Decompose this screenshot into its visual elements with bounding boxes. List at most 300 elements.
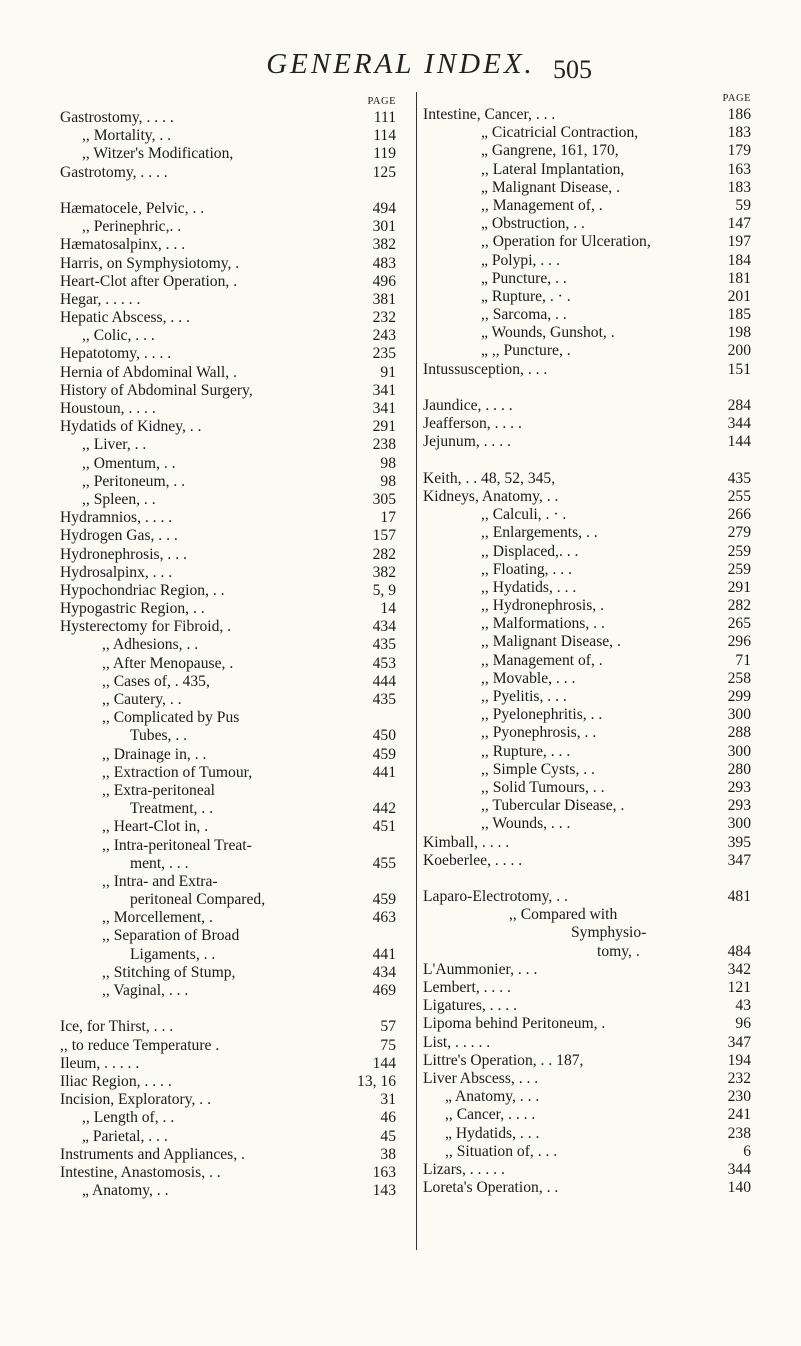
entry-text: ,, Perinephric,. . xyxy=(82,218,182,236)
entry-text: ,, Solid Tumours, . . xyxy=(481,778,605,796)
entry-text: Heart-Clot after Operation, . xyxy=(60,272,238,290)
entry-page: 453 xyxy=(372,654,396,672)
entry-page: 484 xyxy=(727,942,751,960)
entry-page: 238 xyxy=(727,1124,751,1142)
entry-text: Ligatures, . . . . xyxy=(423,997,517,1015)
entry-text: ,, Spleen, . . xyxy=(82,490,156,508)
entry-page: 119 xyxy=(373,145,396,163)
index-entry xyxy=(60,964,396,982)
index-entry xyxy=(423,779,751,797)
entry-text: „ ,, Puncture, . xyxy=(481,342,571,360)
entry-text: ,, Separation of Broad xyxy=(102,927,240,945)
entry-page: 243 xyxy=(372,327,396,345)
entry-page: 481 xyxy=(727,888,751,906)
entry-text: ,, Enlargements, . . xyxy=(481,524,598,542)
index-entry xyxy=(60,1128,396,1146)
index-entry xyxy=(60,200,396,218)
entry-text: „ Anatomy, . . xyxy=(82,1182,169,1200)
entry-text: ,, Witzer's Modification, xyxy=(82,145,234,163)
entry-page: 444 xyxy=(372,672,396,690)
entry-text: List, . . . . . xyxy=(423,1033,491,1051)
entry-page: 496 xyxy=(372,272,396,290)
index-entry xyxy=(423,1143,751,1161)
entry-page: 183 xyxy=(727,178,751,196)
index-entry xyxy=(423,633,751,651)
index-entry xyxy=(423,743,751,761)
index-entry xyxy=(423,215,751,233)
index-entry xyxy=(423,706,751,724)
index-entry xyxy=(423,924,751,942)
entry-page: 441 xyxy=(372,945,396,963)
index-entry xyxy=(60,636,396,654)
entry-page: 121 xyxy=(727,979,751,996)
entry-text: ,, Morcellement, . xyxy=(102,909,213,927)
index-entry xyxy=(423,906,751,924)
index-entry xyxy=(423,1015,751,1033)
index-entry xyxy=(60,382,396,400)
entry-page: 98 xyxy=(380,454,396,472)
entry-page: 230 xyxy=(727,1088,751,1106)
index-entry xyxy=(423,106,751,124)
entry-text: „ Gangrene, 161, 170, xyxy=(481,142,619,160)
index-entry xyxy=(60,691,396,709)
index-entry xyxy=(423,997,751,1015)
index-entry xyxy=(60,345,396,363)
index-entry xyxy=(423,961,751,979)
entry-page: 300 xyxy=(727,706,751,724)
entry-text: peritoneal Compared, xyxy=(130,891,266,909)
index-entry xyxy=(423,1088,751,1106)
entry-text: Hypochondriac Region, . . xyxy=(60,581,225,599)
entry-text: „ Rupture, . · . xyxy=(481,287,571,305)
entry-text: ,, Omentum, . . xyxy=(82,454,176,472)
entry-text: „ Hydatids, . . . xyxy=(445,1124,540,1142)
entry-page: 435 xyxy=(372,636,396,654)
index-entry xyxy=(60,1146,396,1164)
entry-text: Lembert, . . . . xyxy=(423,979,511,996)
entry-page: 265 xyxy=(727,615,751,633)
index-entry xyxy=(60,400,396,418)
index-entry xyxy=(423,142,751,160)
index-entry xyxy=(423,1052,751,1070)
entry-text: „ Obstruction, . . xyxy=(481,215,585,233)
index-entry xyxy=(423,597,751,615)
index-entry xyxy=(423,324,751,342)
entry-text: L'Aummonier, . . . xyxy=(423,960,538,978)
index-entry xyxy=(60,1055,396,1073)
entry-page: 395 xyxy=(727,833,751,851)
entry-text: Jeafferson, . . . . xyxy=(423,415,522,433)
entry-page: 45 xyxy=(380,1127,396,1145)
entry-text: ,, Simple Cysts, . . xyxy=(481,760,595,778)
index-entry xyxy=(423,488,751,506)
index-entry xyxy=(423,252,751,270)
index-entry xyxy=(60,527,396,545)
entry-page: 6 xyxy=(743,1142,751,1160)
entry-page: 31 xyxy=(380,1091,396,1109)
entry-text: Incision, Exploratory, . . xyxy=(60,1091,211,1109)
page-column-label: PAGE xyxy=(367,96,396,107)
index-entry xyxy=(423,834,751,852)
index-entry xyxy=(60,727,396,745)
entry-text: ,, Drainage in, . . xyxy=(102,745,207,763)
index-entry xyxy=(60,618,396,636)
index-entry xyxy=(60,982,396,1000)
index-entry xyxy=(60,1018,396,1036)
entry-page: 179 xyxy=(727,142,751,160)
entry-text: ,, Complicated by Pus xyxy=(102,709,240,727)
entry-page: 451 xyxy=(372,818,396,836)
index-entry xyxy=(423,197,751,215)
entry-text: ,, Pyonephrosis, . . xyxy=(481,724,597,742)
entry-text: ,, Extra-peritoneal xyxy=(102,781,216,799)
entry-text: ,, Management of, . xyxy=(481,651,603,669)
index-entry xyxy=(60,1073,396,1091)
index-entry xyxy=(423,415,751,433)
entry-page: 241 xyxy=(727,1106,751,1124)
index-entry xyxy=(60,909,396,927)
entry-text: Jaundice, . . . . xyxy=(423,397,513,414)
entry-text: „ Malignant Disease, . xyxy=(481,178,621,196)
entry-page: 75 xyxy=(380,1036,396,1054)
entry-text: „ Puncture, . . xyxy=(481,269,567,287)
index-entry xyxy=(423,397,751,415)
index-entry xyxy=(60,473,396,491)
index-entry xyxy=(60,255,396,273)
entry-text: Hepatic Abscess, . . . xyxy=(60,309,190,327)
entry-page: 197 xyxy=(727,233,751,251)
entry-page: 232 xyxy=(372,309,396,327)
entry-page: 147 xyxy=(727,215,751,233)
page-header xyxy=(0,0,801,90)
index-entry xyxy=(423,797,751,815)
entry-text: ,, Rupture, . . . xyxy=(481,742,571,760)
entry-text: Hæmatocele, Pelvic, . . xyxy=(60,199,205,217)
index-entry xyxy=(423,342,751,360)
entry-page: 381 xyxy=(372,290,396,308)
index-entry xyxy=(423,888,751,906)
entry-page: 284 xyxy=(727,397,751,414)
entry-text: ,, Adhesions, . . xyxy=(102,636,199,654)
entry-page: 259 xyxy=(727,560,751,578)
entry-text: Hysterectomy for Fibroid, . xyxy=(60,618,232,636)
index-entry xyxy=(423,815,751,833)
entry-page: 184 xyxy=(727,251,751,269)
index-entry xyxy=(60,218,396,236)
entry-text: Hypogastric Region, . . xyxy=(60,600,205,618)
entry-text: Keith, . . 48, 52, 345, xyxy=(423,469,556,487)
entry-text: ,, Hydatids, . . . xyxy=(481,578,577,596)
entry-page: 259 xyxy=(727,542,751,560)
index-entry xyxy=(60,364,396,382)
entry-text: ,, Lateral Implantation, xyxy=(481,160,625,178)
entry-page: 186 xyxy=(727,106,751,123)
entry-page: 157 xyxy=(372,527,396,545)
entry-text: Lizars, . . . . . xyxy=(423,1160,505,1178)
index-entry xyxy=(423,233,751,251)
entry-text: Jejunum, . . . . xyxy=(423,433,511,451)
index-entry xyxy=(423,852,751,870)
entry-page: 125 xyxy=(372,163,396,181)
entry-text: „ Wounds, Gunshot, . xyxy=(481,324,615,342)
entry-page: 282 xyxy=(727,597,751,615)
index-entry xyxy=(60,746,396,764)
index-entry xyxy=(60,564,396,582)
index-entry xyxy=(423,543,751,561)
blank-line xyxy=(423,452,751,470)
entry-page: 151 xyxy=(727,360,751,378)
index-entry xyxy=(423,688,751,706)
entry-page: 293 xyxy=(727,778,751,796)
entry-text: Hernia of Abdominal Wall, . xyxy=(60,363,237,381)
entry-page: 13, 16 xyxy=(357,1072,396,1090)
entry-page: 293 xyxy=(727,797,751,815)
blank-line xyxy=(423,379,751,397)
index-entry xyxy=(60,236,396,254)
entry-page: 341 xyxy=(372,381,396,399)
entry-text: „ Anatomy, . . . xyxy=(445,1088,540,1106)
entry-text: ,, Displaced,. . . xyxy=(481,542,579,560)
entry-text: ,, Cases of, . 435, xyxy=(102,672,210,690)
index-entry xyxy=(60,927,396,945)
entry-page: 434 xyxy=(372,618,396,636)
entry-page: 441 xyxy=(372,763,396,781)
index-entry xyxy=(60,491,396,509)
entry-page: 483 xyxy=(372,254,396,272)
entry-text: „ Parietal, . . . xyxy=(82,1127,168,1145)
entry-page: 455 xyxy=(372,854,396,872)
entry-text: Iliac Region, . . . . xyxy=(60,1072,172,1090)
entry-page: 494 xyxy=(372,199,396,217)
entry-page: 463 xyxy=(372,909,396,927)
index-entry xyxy=(423,724,751,742)
entry-text: Kimball, . . . . xyxy=(423,833,510,851)
index-entry xyxy=(423,1179,751,1197)
entry-page: 382 xyxy=(372,236,396,254)
index-entry xyxy=(60,764,396,782)
entry-page: 344 xyxy=(727,1160,751,1178)
entry-text: Symphysio- xyxy=(571,924,647,942)
index-entry xyxy=(423,506,751,524)
entry-text: ,, to reduce Temperature . xyxy=(60,1036,220,1054)
entry-text: ,, After Menopause, . xyxy=(102,654,234,672)
entry-text: ,, Length of, . . xyxy=(82,1109,175,1127)
entry-page: 434 xyxy=(372,963,396,981)
entry-page: 442 xyxy=(372,800,396,818)
entry-text: Kidneys, Anatomy, . . xyxy=(423,487,559,505)
entry-page: 98 xyxy=(380,472,396,490)
entry-text: Littre's Operation, . . 187, xyxy=(423,1051,584,1069)
index-entry xyxy=(60,582,396,600)
index-entry xyxy=(423,306,751,324)
index-entry xyxy=(60,1109,396,1127)
index-entry xyxy=(60,109,396,127)
page-title: GENERAL INDEX. xyxy=(266,48,535,80)
entry-page: 347 xyxy=(727,1033,751,1051)
index-entry xyxy=(60,145,396,163)
entry-text: ,, Pyelitis, . . . xyxy=(481,688,567,705)
entry-text: Ligaments, . . xyxy=(130,945,216,963)
entry-text: Loreta's Operation, . . xyxy=(423,1179,559,1197)
entry-text: Hydatids of Kidney, . . xyxy=(60,418,202,436)
entry-text: Instruments and Appliances, . xyxy=(60,1145,245,1163)
entry-page: 114 xyxy=(373,127,396,145)
page-number: 505 xyxy=(553,55,592,84)
entry-text: ,, Wounds, . . . xyxy=(481,815,571,833)
entry-page: 91 xyxy=(380,363,396,381)
index-entry xyxy=(423,615,751,633)
entry-page: 258 xyxy=(727,669,751,687)
entry-text: ,, Floating, . . . xyxy=(481,560,572,578)
entry-page: 459 xyxy=(372,891,396,909)
entry-page: 194 xyxy=(727,1051,751,1069)
index-entry xyxy=(60,800,396,818)
entry-page: 144 xyxy=(372,1054,396,1072)
entry-page: 299 xyxy=(727,688,751,705)
index-entry xyxy=(423,161,751,179)
entry-text: ,, Intra- and Extra- xyxy=(102,872,218,890)
entry-page: 200 xyxy=(727,342,751,360)
index-entry xyxy=(60,673,396,691)
index-entry xyxy=(423,179,751,197)
entry-text: ,, Sarcoma, . . xyxy=(481,306,567,324)
entry-page: 46 xyxy=(380,1109,396,1127)
entry-text: ,, Tubercular Disease, . xyxy=(481,797,625,815)
entry-text: ,, Stitching of Stump, xyxy=(102,963,236,981)
entry-page: 163 xyxy=(372,1163,396,1181)
entry-text: ,, Malignant Disease, . xyxy=(481,633,621,651)
index-entry xyxy=(60,455,396,473)
index-entry xyxy=(60,891,396,909)
index-entry xyxy=(60,273,396,291)
entry-text: Intestine, Cancer, . . . xyxy=(423,106,556,123)
entry-text: Gastrotomy, . . . . xyxy=(60,163,168,181)
entry-text: ,, Extraction of Tumour, xyxy=(102,763,253,781)
entry-page: 347 xyxy=(727,851,751,869)
index-entry xyxy=(60,1182,396,1200)
entry-page: 341 xyxy=(372,400,396,417)
entry-text: Liver Abscess, . . . xyxy=(423,1069,539,1087)
index-entry xyxy=(60,436,396,454)
entry-page: 43 xyxy=(735,997,751,1015)
entry-page: 144 xyxy=(727,433,751,451)
index-entry xyxy=(60,855,396,873)
entry-page: 296 xyxy=(727,633,751,651)
entry-text: Koeberlee, . . . . xyxy=(423,851,523,869)
index-entry xyxy=(423,943,751,961)
index-entry xyxy=(60,1164,396,1182)
entry-page: 291 xyxy=(727,578,751,596)
entry-page: 38 xyxy=(380,1145,396,1163)
index-entry xyxy=(60,291,396,309)
entry-text: ,, Management of, . xyxy=(481,196,603,214)
index-entry xyxy=(60,946,396,964)
entry-page: 57 xyxy=(380,1018,396,1036)
entry-page: 266 xyxy=(727,506,751,524)
left-index-column xyxy=(60,95,396,1200)
index-entry xyxy=(423,579,751,597)
entry-page: 450 xyxy=(372,727,396,745)
entry-text: ,, Compared with xyxy=(509,906,618,924)
index-entry xyxy=(423,124,751,142)
entry-page: 71 xyxy=(735,651,751,669)
entry-page: 435 xyxy=(372,691,396,708)
index-entry xyxy=(60,782,396,800)
entry-page: 235 xyxy=(372,345,396,363)
entry-text: ,, Cautery, . . xyxy=(102,691,182,708)
entry-text: „ Polypi, . . . xyxy=(481,251,560,269)
index-entry xyxy=(60,1037,396,1055)
entry-page: 301 xyxy=(372,218,396,236)
entry-page: 183 xyxy=(727,124,751,142)
entry-text: Hepatotomy, . . . . xyxy=(60,345,172,363)
entry-page: 96 xyxy=(735,1015,751,1033)
entry-text: Hydramnios, . . . . xyxy=(60,509,173,527)
index-entry xyxy=(423,670,751,688)
index-entry xyxy=(60,309,396,327)
entry-text: Laparo-Electrotomy, . . xyxy=(423,888,568,906)
entry-text: ,, Vaginal, . . . xyxy=(102,982,189,999)
entry-page: 181 xyxy=(727,269,751,287)
index-entry xyxy=(60,164,396,182)
entry-page: 201 xyxy=(727,287,751,305)
entry-text: Treatment, . . xyxy=(130,800,214,818)
entry-text: ,, Liver, . . xyxy=(82,436,147,454)
entry-page: 198 xyxy=(727,324,751,342)
index-entry xyxy=(60,127,396,145)
index-entry xyxy=(423,1034,751,1052)
index-entry xyxy=(60,1091,396,1109)
entry-text: ,, Pyelonephritis, . . xyxy=(481,706,603,724)
entry-text: ,, Malformations, . . xyxy=(481,615,605,633)
entry-text: Hydrosalpinx, . . . xyxy=(60,563,173,581)
entry-text: ment, . . . xyxy=(130,854,189,872)
entry-page: 163 xyxy=(727,160,751,178)
index-entry xyxy=(423,1106,751,1124)
index-entry xyxy=(423,761,751,779)
entry-page: 282 xyxy=(372,545,396,563)
page-column-label: PAGE xyxy=(722,93,751,104)
entry-page: 279 xyxy=(727,524,751,542)
right-index-column xyxy=(416,92,751,1250)
entry-text: ,, Hydronephrosis, . xyxy=(481,597,605,615)
entry-page: 291 xyxy=(372,418,396,436)
entry-text: Hegar, . . . . . xyxy=(60,290,141,308)
entry-page: 280 xyxy=(727,760,751,778)
index-entry xyxy=(60,837,396,855)
entry-page: 111 xyxy=(373,109,396,126)
entry-text: ,, Movable, . . . xyxy=(481,669,576,687)
entry-text: Ileum, . . . . . xyxy=(60,1054,140,1072)
entry-text: ,, Mortality, . . xyxy=(82,127,172,145)
entry-text: ,, Calculi, . · . xyxy=(481,506,567,524)
index-entry xyxy=(60,546,396,564)
entry-text: Gastrostomy, . . . . xyxy=(60,109,174,126)
index-entry xyxy=(423,270,751,288)
entry-page: 59 xyxy=(735,196,751,214)
index-entry xyxy=(423,979,751,997)
entry-text: ,, Situation of, . . . xyxy=(445,1142,558,1160)
entry-text: ,, Heart-Clot in, . xyxy=(102,818,209,836)
index-entry xyxy=(60,600,396,618)
index-entry xyxy=(60,418,396,436)
entry-page: 17 xyxy=(380,509,396,527)
index-entry xyxy=(423,1161,751,1179)
entry-page: 5, 9 xyxy=(372,581,396,599)
index-entry xyxy=(60,709,396,727)
entry-text: Tubes, . . xyxy=(130,727,188,745)
index-entry xyxy=(423,524,751,542)
